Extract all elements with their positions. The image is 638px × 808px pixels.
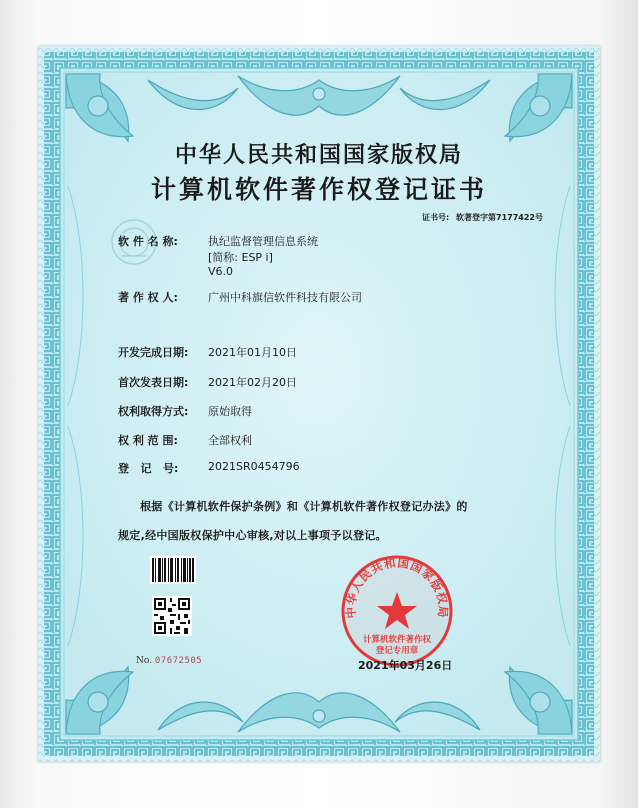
field-value-completion-date: 2021年01月10日 xyxy=(208,346,297,359)
field-value-acquisition-method: 原始取得 xyxy=(208,405,252,418)
issue-date: 2021年03月26日 xyxy=(358,659,453,672)
field-label-publish-date: 首次发表日期: xyxy=(118,376,189,389)
certificate xyxy=(38,46,600,762)
field-value-rights-scope: 全部权利 xyxy=(208,434,252,447)
statement-line-2: 规定,经中国版权保护中心审核,对以上事项予以登记。 xyxy=(118,529,387,542)
field-label-completion-date: 开发完成日期: xyxy=(118,346,189,359)
field-value-publish-date: 2021年02月20日 xyxy=(208,376,297,389)
field-label-rights-scope: 权 利 范 围: xyxy=(118,434,178,447)
serial-prefix: No. xyxy=(136,656,152,666)
field-value-registration-number: 2021SR0454796 xyxy=(208,460,300,473)
field-value-copyright-owner: 广州中科旗信软件科技有限公司 xyxy=(208,291,362,304)
certificate-number-label: 证书号: xyxy=(422,213,450,222)
field-label-registration-number: 登 记 号: xyxy=(118,462,179,475)
field-label-copyright-owner: 著 作 权 人: xyxy=(118,291,178,304)
serial-value: 07672505 xyxy=(154,656,203,666)
qr-code xyxy=(152,596,192,636)
issuer-title: 中华人民共和国国家版权局 xyxy=(174,142,463,168)
field-value-software-short-name: [简称: ESP i] xyxy=(208,251,273,264)
official-seal xyxy=(338,552,456,670)
field-label-software-name: 软 件 名 称: xyxy=(118,235,178,248)
field-value-software-version: V6.0 xyxy=(208,265,234,278)
seal-bottom-line-1: 计算机软件著作权 xyxy=(362,635,432,645)
serial-number xyxy=(136,656,202,666)
seal-bottom-line-2: 登记专用章 xyxy=(375,646,419,656)
barcode xyxy=(150,556,196,584)
certificate-title: 计算机软件著作权登记证书 xyxy=(150,175,487,204)
statement-line-1: 根据《计算机软件保护条例》和《计算机软件著作权登记办法》的 xyxy=(140,500,468,513)
seal-arc-text: 中华人民共和国国家版权局 xyxy=(343,555,451,619)
field-value-software-name: 执纪监督管理信息系统 xyxy=(208,235,318,248)
field-label-acquisition-method: 权利取得方式: xyxy=(118,405,189,418)
certificate-number: 软著登字第7177422号 xyxy=(456,213,543,222)
